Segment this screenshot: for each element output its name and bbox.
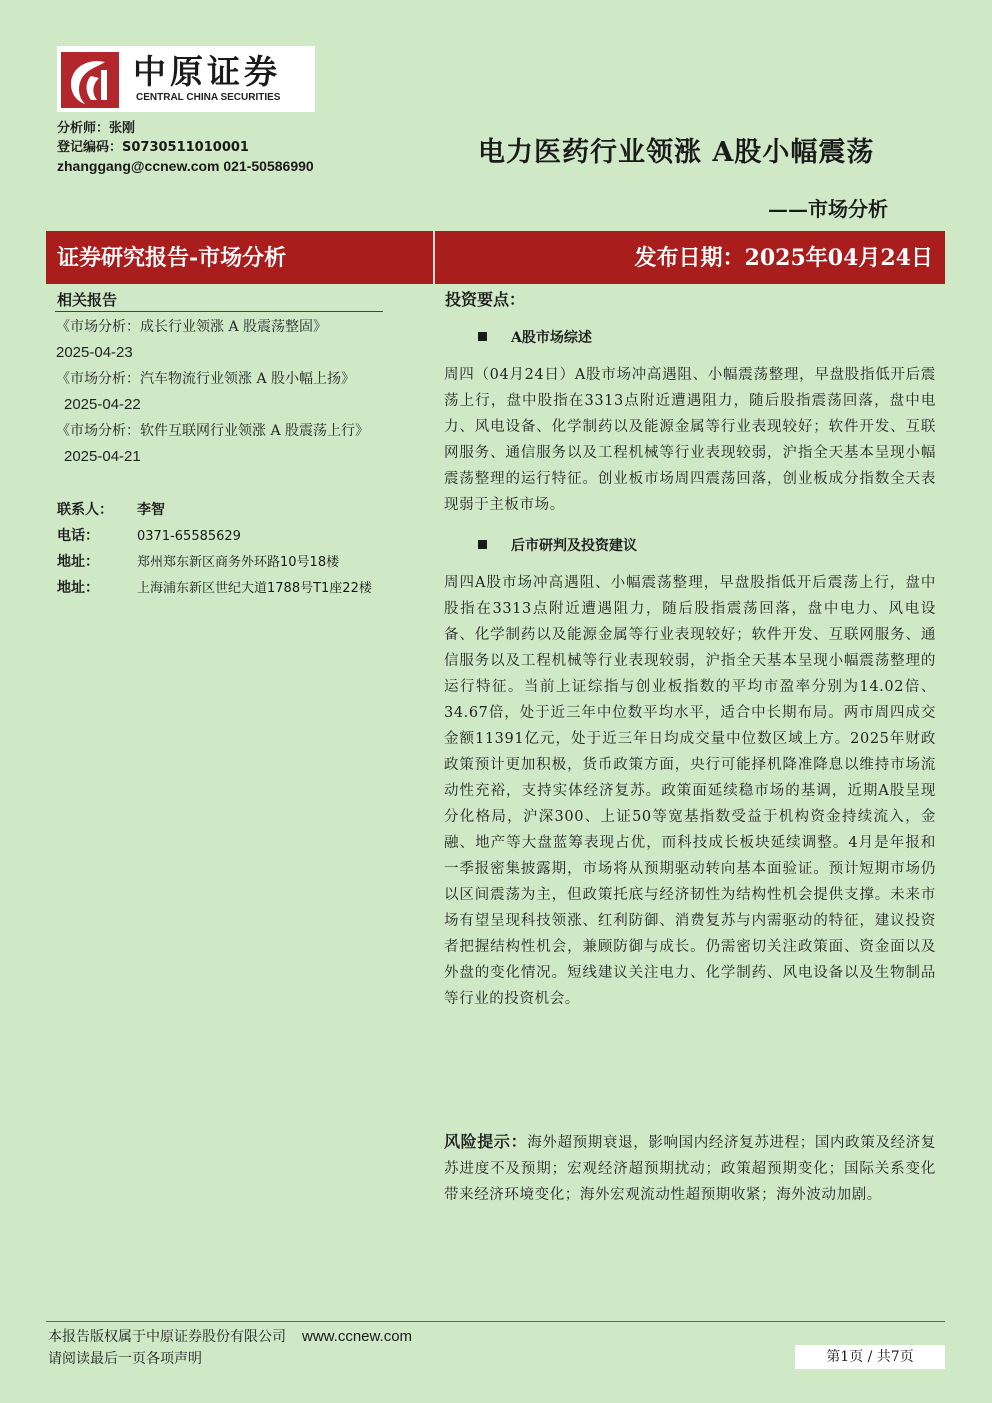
analyst-name: 分析师：张刚 <box>57 121 136 136</box>
related-report-date: 2025-04-22 <box>64 396 141 413</box>
contact-person-value: 李智 <box>137 502 165 518</box>
related-report-title: 《市场分析：汽车物流行业领涨 A 股小幅上扬》 <box>56 371 356 387</box>
risk-warning <box>444 1129 936 1208</box>
publish-date: 发布日期：2025年04月24日 <box>634 245 933 271</box>
related-report-item[interactable] <box>56 314 384 366</box>
related-report-title: 《市场分析：成长行业领涨 A 股震荡整固》 <box>56 319 328 335</box>
risk-text: 海外超预期衰退，影响国内经济复苏进程；国内政策及经济复苏进度不及预期；宏观经济超预期扰动；政策超预期变化；国际关系变化带来经济环境变化；海外宏观流动性超预期收紧；海外波动加剧。 <box>444 1135 936 1203</box>
logo-chinese-name: 中原证券 <box>133 52 281 91</box>
contact-person-label: 联系人： <box>57 502 113 518</box>
investment-highlights-heading: 投资要点： <box>445 290 526 309</box>
analyst-contact: zhanggang@ccnew.com 021-50586990 <box>57 158 314 174</box>
contact-address-value: 上海浦东新区世纪大道1788号T1座22楼 <box>137 581 372 596</box>
market-review-paragraph: 周四（04月24日）A股市场冲高遇阻、小幅震荡整理，早盘股指低开后震荡上行，盘中股指在3313点附近遭遇阻力，随后股指震荡回落，盘中电力、风电设备、化学制药以及能源金属等行业表现较好；软件开发、互联网服务、通信服务以及工程机械等行业表现较弱，沪指全天基本呈现小幅震荡整理的运行特征。创业板市场周四震荡回落，创业板成分指数全天表现弱于主板市场。 <box>444 367 936 513</box>
related-divider <box>55 311 383 312</box>
footer-notice: 请阅读最后一页各项声明 <box>48 1351 202 1367</box>
contact-address-value: 郑州郑东新区商务外环路10号18楼 <box>137 555 340 570</box>
report-title: 电力医药行业领涨 A股小幅震荡 <box>478 137 875 168</box>
contact-address-shanghai <box>57 579 384 598</box>
report-subtitle: ——市场分析 <box>768 197 888 221</box>
page-indicator: 第1页 / 共7页 <box>795 1345 945 1369</box>
section-title: A股市场综述 <box>511 330 592 346</box>
section-title: 后市研判及投资建议 <box>511 538 637 554</box>
company-logo <box>57 46 315 112</box>
contact-person <box>57 501 387 519</box>
related-report-date: 2025-04-23 <box>56 344 133 361</box>
square-bullet-icon <box>478 332 487 341</box>
related-report-date: 2025-04-21 <box>64 448 141 465</box>
square-bullet-icon <box>478 540 487 549</box>
contact-phone-value: 0371-65585629 <box>137 529 241 544</box>
footer-copyright-line <box>48 1326 412 1346</box>
logo-mark-icon <box>61 52 119 108</box>
contact-phone <box>57 527 387 546</box>
analyst-registration: 登记编码：S0730511010001 <box>57 140 249 155</box>
footer-copyright: 本报告版权属于中原证券股份有限公司 <box>48 1329 286 1345</box>
footer-divider <box>46 1321 945 1322</box>
related-reports-heading: 相关报告 <box>57 291 118 309</box>
section-market-review-heading <box>478 327 592 347</box>
related-report-item[interactable] <box>56 418 384 470</box>
contact-phone-label: 电话： <box>57 528 99 544</box>
outlook-paragraph: 周四A股市场冲高遇阻、小幅震荡整理，早盘股指低开后震荡上行，盘中股指在3313点附近遭遇阻力，随后股指震荡回落，盘中电力、风电设备、化学制药以及能源金属等行业表现较好；软件开发、互联网服务、通信服务以及工程机械等行业表现较弱，沪指全天基本呈现小幅震荡整理的运行特征。当前上证综指与创业板指数的平均市盈率分别为14.02倍、34.67倍，处于近三年中位数平均水平，适合中长期布局。两市周四成交金额11391亿元，处于近三年日均成交量中位数区域上方。2025年财政政策预计更加积极，货币政策方面，央行可能择机降准降息以维持市场流动性充裕，支持实体经济复苏。政策面延续稳市场的基调，近期A股呈现分化格局，沪深300、上证50等宽基指数受益于机构资金持续流入，金融、地产等大盘蓝筹表现占优，而科技成长板块延续调整。4月是年报和一季报密集披露期，市场将从预期驱动转向基本面验证。预计短期市场仍以区间震荡为主，但政策托底与经济韧性为结构性机会提供支撑。未来市场有望呈现科技领涨、红利防御、消费复苏与内需驱动的特征，建议投资者把握结构性机会，兼顾防御与成长。仍需密切关注政策面、资金面以及外盘的变化情况。短线建议关注电力、化学制药、风电设备以及生物制品等行业的投资机会。 <box>444 575 936 1007</box>
contact-address-label: 地址： <box>57 580 99 596</box>
logo-english-name: CENTRAL CHINA SECURITIES <box>136 92 281 103</box>
contact-address-label: 地址： <box>57 554 99 570</box>
footer-website-link[interactable]: www.ccnew.com <box>302 1328 413 1345</box>
banner-divider <box>433 231 435 284</box>
section-outlook-heading <box>478 535 637 555</box>
report-type: 证券研究报告-市场分析 <box>57 245 287 271</box>
related-report-title: 《市场分析：软件互联网行业领涨 A 股震荡上行》 <box>56 423 370 439</box>
report-banner <box>46 231 945 284</box>
contact-address-zhengzhou <box>57 553 387 572</box>
related-report-item[interactable] <box>56 366 384 418</box>
risk-label: 风险提示： <box>444 1132 528 1151</box>
